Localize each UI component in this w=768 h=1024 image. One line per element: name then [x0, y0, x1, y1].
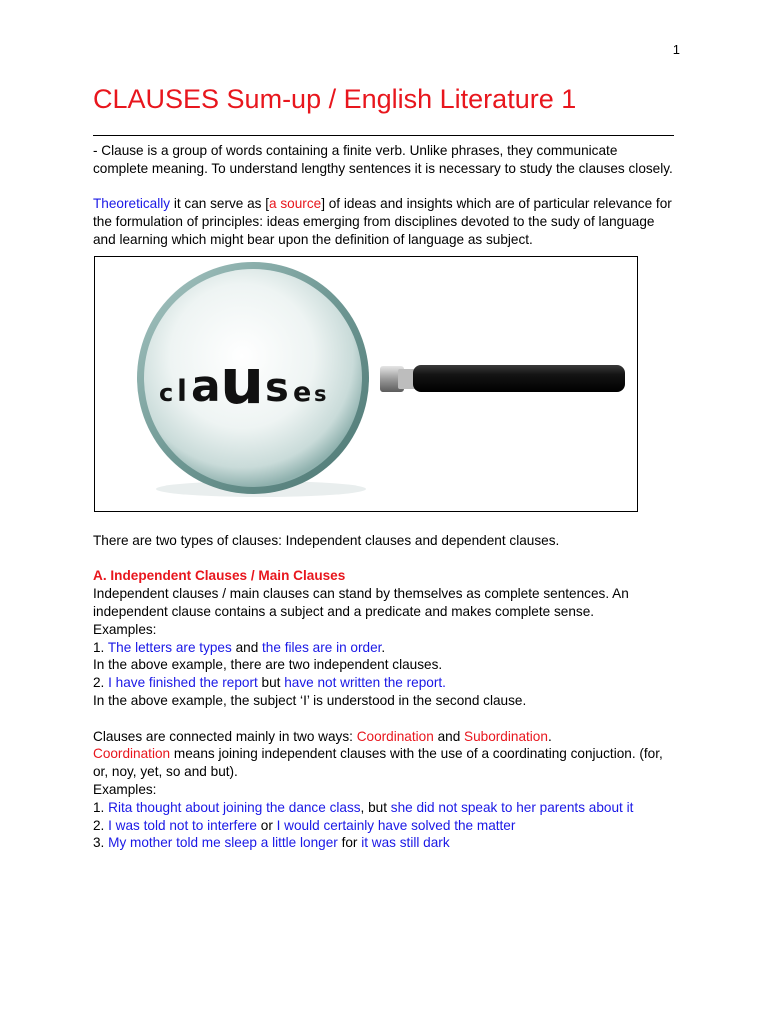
- source-highlight: a source: [269, 196, 322, 212]
- coordination-example-2: 2. I was told not to interfere or I would certainly have solved the matter: [93, 817, 516, 833]
- theory-paragraph: Theoretically it can serve as [a source] of ideas and insights which are of particular relevance for the formulation of principles: ideas emerging from disciplines devoted to the sudy of language and learning which might bear upon the definition of language as subject.: [93, 196, 672, 247]
- magnifier-illustration: [95, 257, 637, 511]
- letter-s-small: s: [314, 381, 327, 406]
- section-a-examples-label: Examples:: [93, 621, 157, 637]
- section-a-example-2: 2. I have finished the report but have not written the report.: [93, 675, 446, 691]
- theory-term: Theoretically: [93, 196, 171, 212]
- section-a-description: Independent clauses / main clauses can stand by themselves as complete sentences. An independent clause contains a subject and a predicate and makes complete sense.: [93, 586, 629, 619]
- letter-l: l: [177, 373, 187, 408]
- clause-definition-paragraph: - Clause is a group of words containing a finite verb. Unlike phrases, they communicate complete meaning. To understand lengthy sentences it is necessary to study the clauses closely.: [93, 143, 673, 176]
- clauses-magnifier-image: [94, 256, 638, 512]
- letter-e: e: [293, 376, 312, 408]
- letter-s: s: [265, 364, 289, 411]
- connection-intro: Clauses are connected mainly in two ways: Coordination and Subordination.: [93, 728, 552, 744]
- section-a-example-1: 1. The letters are types and the files are in order.: [93, 639, 386, 655]
- document-title: CLAUSES Sum-up / English Literature 1: [93, 84, 577, 114]
- section-a-heading: A. Independent Clauses / Main Clauses: [93, 568, 346, 584]
- section-a-note-2: In the above example, the subject ‘I’ is understood in the second clause.: [93, 692, 527, 708]
- letter-c: c: [159, 378, 174, 407]
- magnifier-handle: [413, 365, 625, 392]
- page-number: 1: [672, 42, 680, 57]
- section-a-note-1: In the above example, there are two independent clauses.: [93, 657, 443, 673]
- coordination-example-3: 3. My mother told me sleep a little longer for it was still dark: [93, 835, 450, 851]
- coordination-example-1: 1. Rita thought about joining the dance class, but she did not speak to her parents about it: [93, 799, 634, 815]
- title-divider: [93, 135, 674, 136]
- letter-a: a: [191, 360, 221, 412]
- coordination-examples-label: Examples:: [93, 781, 157, 797]
- types-sentence: There are two types of clauses: Independent clauses and dependent clauses.: [93, 532, 560, 548]
- document-body: [93, 142, 673, 852]
- letter-u: u: [220, 344, 265, 418]
- coordination-definition: Coordination means joining independent clauses with the use of a coordinating conjuction. (for, or, noy, yet, so and but).: [93, 746, 663, 780]
